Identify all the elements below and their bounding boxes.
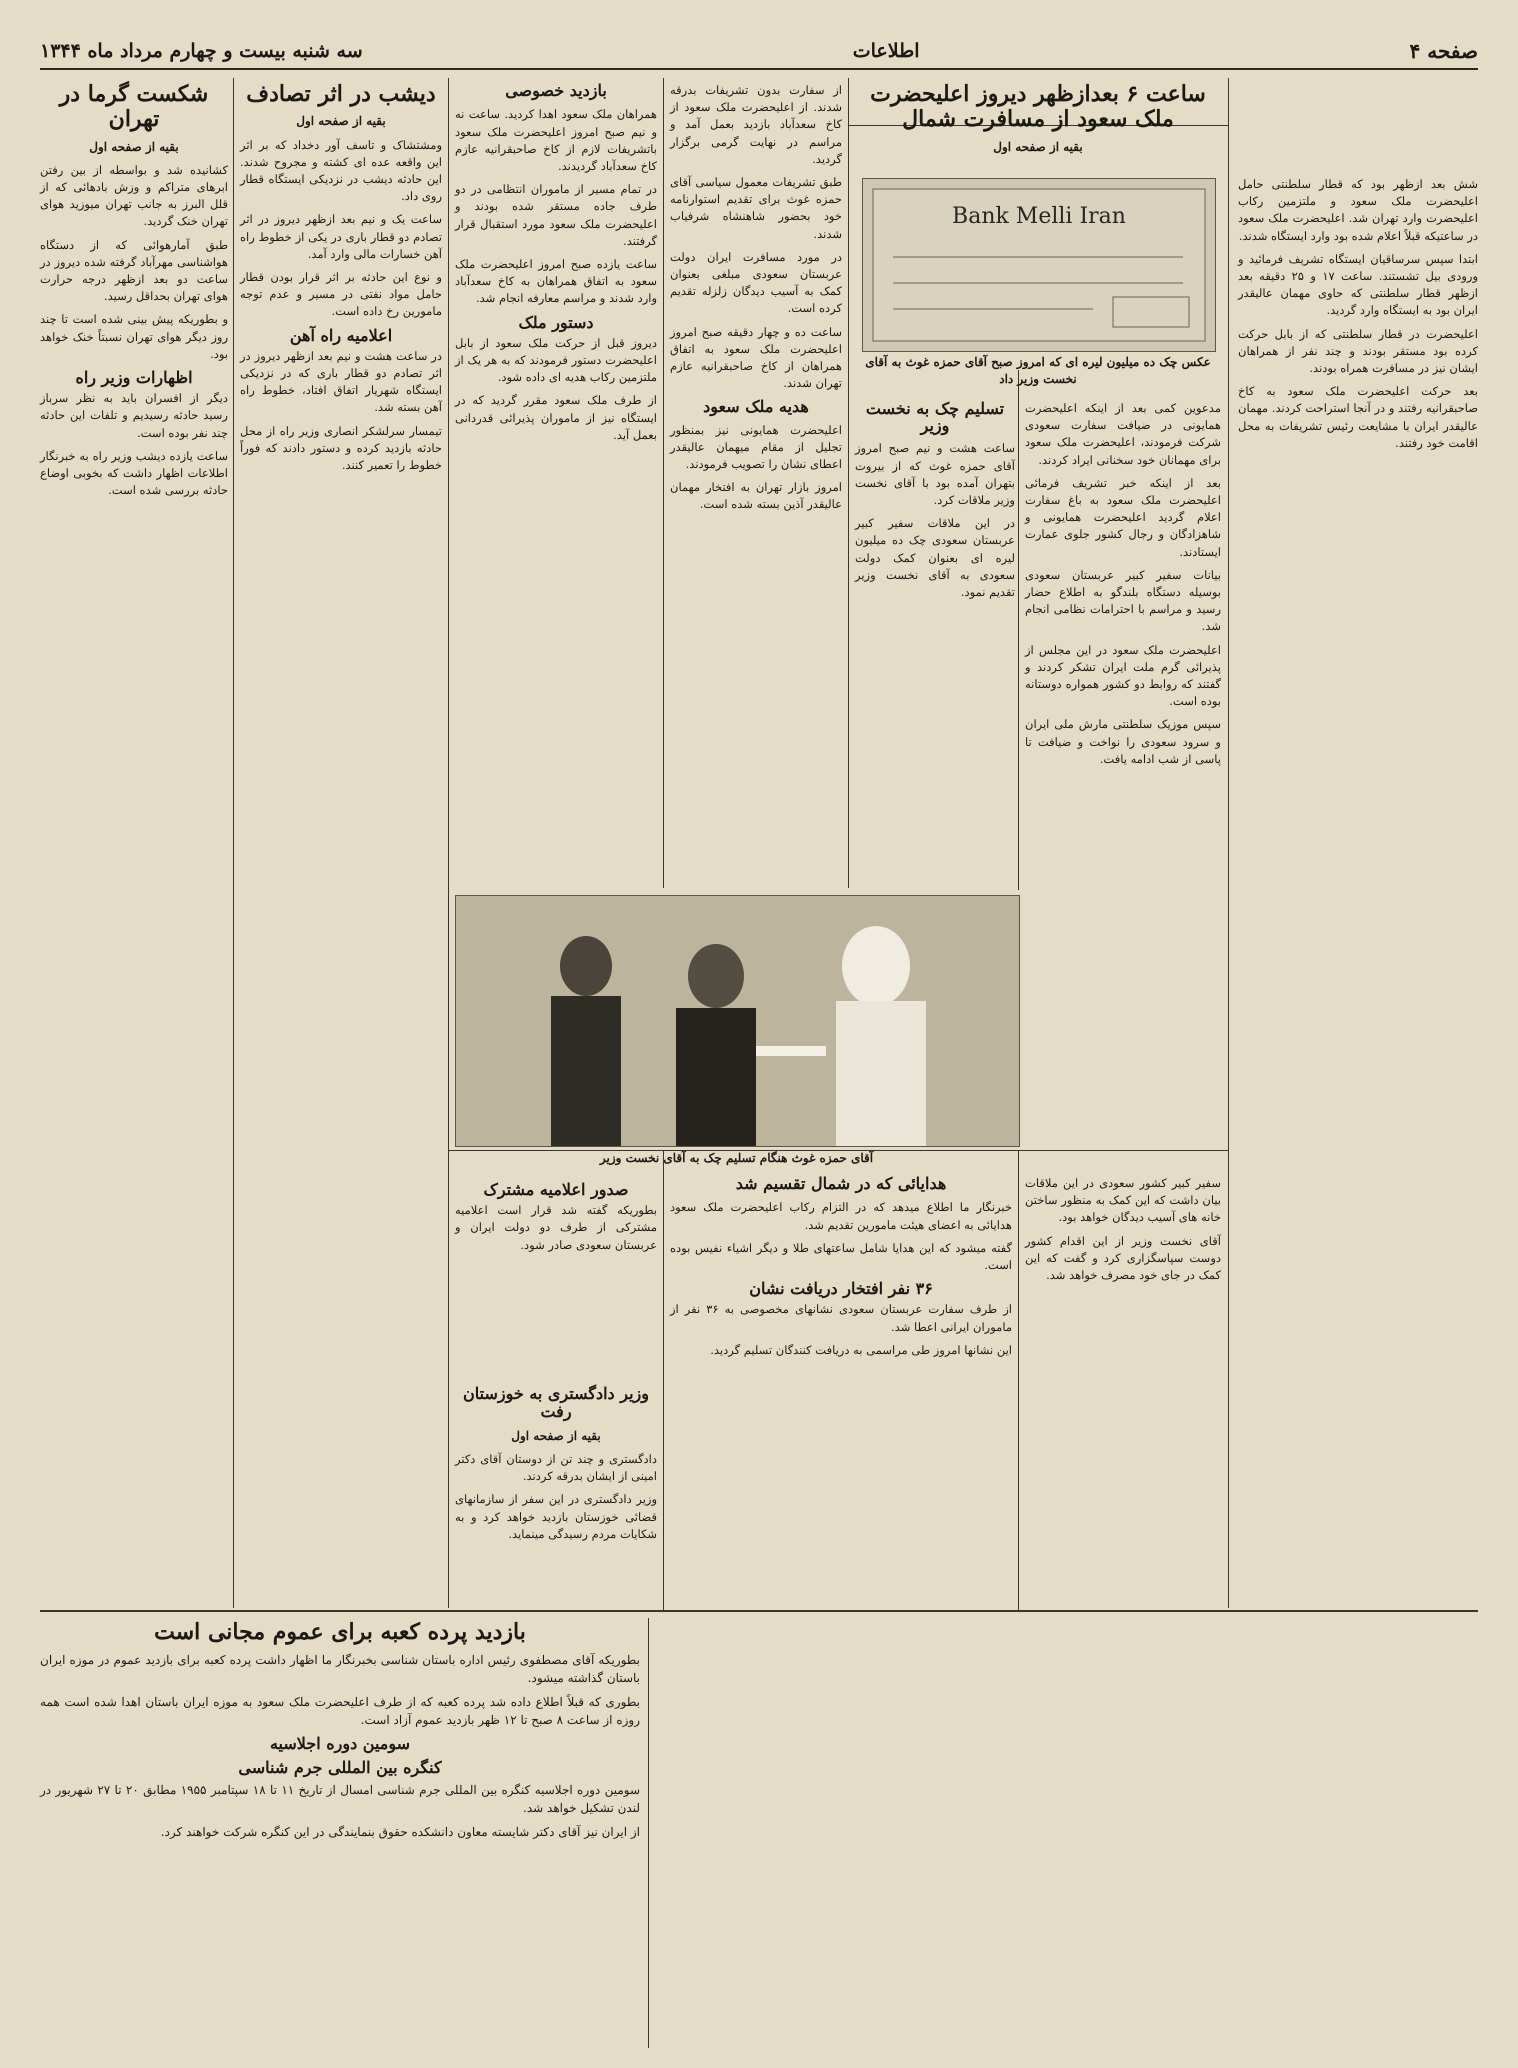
ceremony-headline: هدایائی که در شمال تقسیم شد — [735, 1174, 947, 1193]
column-b2 — [855, 400, 1015, 888]
col-d-paragraph: از طرف ملک سعود مقرر گردید که در ایستگاه نیز از ماموران پذیرائی قدردانی بعمل آید. — [455, 393, 657, 442]
col-c-paragraph: در مورد مسافرت ایران دولت عربستان سعودی مبلغی بعنوان کمک به آسیب دیدگان زلزله تقدیم کرده است. — [670, 249, 842, 316]
col-c-paragraph: طبق تشریفات معمول سیاسی آقای حمزه غوث برای تقدیم استوارنامه خود بحضور شاهنشاه شرفیاب شدند. — [670, 175, 842, 241]
col-e-paragraph: و نوع این حادثه بر اثر قرار بودن قطار حامل مواد نفتی در مسیر و عدم توجه مامورین رخ داده است. — [240, 269, 442, 319]
pm-paragraph: ساعت هشت و نیم صبح امروز آقای حمزه غوث که از بیروت بتهران آمده بود با آقای نخست وزیر ملاقات کرد. — [855, 441, 1015, 508]
column-rule — [448, 78, 449, 1608]
ceremony-paragraph: این نشانها امروز طی مراسمی به دریافت کنندگان تسلیم گردید. — [710, 1342, 1012, 1357]
col-b-paragraph: بیانات سفیر کبیر عربستان سعودی بوسیله دستگاه بلندگو به اطلاع حضار رسید و مراسم با احترامات نظامی انجام شد. — [1025, 567, 1221, 634]
column-rule — [233, 78, 234, 1608]
check-caption: عکس چک ده میلیون لیره ای که امروز صبح آقای حمزه غوث به آقای نخست وزیر داد — [865, 355, 1211, 386]
pm-article-headline: تسلیم چک به نخست وزیر — [865, 399, 1005, 436]
col-f-paragraph: کشانیده شد و بواسطه از بین رفتن ابرهای متراکم و وزش بادهائی که از قلل البرز به جانب تهران میوزید هوای تهران خنک گردید. — [40, 162, 228, 229]
col-e-continued: بقیه از صفحه اول — [296, 114, 386, 129]
col-d-paragraph: همراهان ملک سعود اهدا کردید. ساعت نه و نیم صبح امروز اعلیحضرت ملک سعود باتشریفات لازم از کاخ صاحبقرانیه عازم کاخ سعدآباد گردیدند. — [455, 107, 657, 173]
column-b — [1025, 400, 1221, 888]
col-f-paragraph: طبق آمارهوائی که از دستگاه هواشناسی مهرآباد گرفته شده دیروز در ساعت دو بعد ازظهر درجه حرارت هوای تهران بحداقل رسید. — [40, 237, 228, 304]
check-bank-name: Bank Melli Iran — [952, 204, 1126, 229]
check-image — [862, 178, 1216, 352]
main-article-body — [1238, 176, 1478, 1606]
col-b-paragraph: مدعوین کمی بعد از اینکه اعلیحضرت همایونی در ضیافت سفارت سعودی شرکت فرمودند، اعلیحضرت ملک سعود برای مهمانان خود سخنانی ایراد کردند. — [1025, 401, 1221, 467]
kaaba-paragraph: بطوری که قبلاً اطلاع داده شد پرده کعبه که از طرف اعلیحضرت ملک سعود به موزه ایران باستان اهدا شده است همه روزه از ساعت ۸ صبح تا ۱۲ ظهر بازدید عموم آزاد است. — [40, 1695, 640, 1728]
col-d-paragraph: در تمام مسیر از ماموران انتظامی در دو طرف جاده مستقر شده بودند و اعلیحضرت ملک سعود مورد استقبال قرار گرفتند. — [455, 182, 657, 248]
bottom-box-rule — [40, 1610, 1478, 1612]
column-rule — [1228, 78, 1229, 1608]
gift-paragraph: امروز بازار تهران به افتخار مهمان عالیقدر آذین بسته شده است. — [670, 480, 842, 512]
congress-headline: سومین دوره اجلاسیه — [269, 1734, 411, 1754]
ceremony-paragraph: گفته میشود که این هدایا شامل ساعتهای طلا و دیگر اشیاء نفیس بوده است. — [670, 1240, 1012, 1272]
col-e-headline: دیشب در اثر تصادف — [246, 81, 436, 107]
ceremony-column — [670, 1175, 1012, 1605]
col-d-paragraph: ساعت یازده صبح امروز اعلیحضرت ملک سعود به اتفاق همراهان به کاخ سعدآباد وارد شدند و مراسم معارفه انجام شد. — [455, 257, 657, 306]
col-f-paragraph: ساعت یازده دیشب وزیر راه به خبرنگار اطلاعات اظهار داشت که بخوبی اوضاع حادثه بررسی شده است. — [40, 448, 228, 498]
gift-paragraph: اعلیحضرت همایونی نیز بمنظور تجلیل از مقام میهمان عالیقدر اعطای نشان را تصویب فرمودند. — [670, 422, 842, 472]
column-rule — [1018, 1150, 1019, 1610]
column-f — [40, 82, 228, 1602]
column-d — [455, 82, 657, 888]
bottom-paragraph: سفیر کبیر کشور سعودی در این ملاقات بیان داشت که این کمک به منظور ساختن خانه های آسیب دیدگان خواهد بود. — [1025, 1176, 1221, 1225]
column-rule — [1018, 370, 1019, 890]
ceremony-paragraph: از طرف سفارت عربستان سعودی نشانهای مخصوصی به ۳۶ نفر از ماموران ایرانی اعطا شد. — [670, 1302, 1012, 1334]
col-f-paragraph: دیگر از افسران باید به نظر سرباز رسید حادثه رسیدیم و تلفات این حادثه چند نفر بوده است. — [40, 391, 228, 440]
column-rule — [848, 78, 849, 888]
col-b-paragraph: سپس موزیک سلطنتی مارش ملی ایران و سرود سعودی را نواخت و ضیافت تا پاسی از شب ادامه یافت. — [1025, 717, 1221, 766]
page-label: صفحه ۴ — [1409, 39, 1478, 63]
col-f-continued: بقیه از صفحه اول — [89, 139, 179, 154]
main-headline-block — [850, 81, 1226, 154]
ceremony-subhead: ۳۶ نفر افتخار دریافت نشان — [749, 1279, 933, 1299]
col-f-subhead: اظهارات وزیر راه — [75, 368, 193, 388]
column-rule — [648, 1618, 649, 2048]
main-paragraph: ابتدا سپس سرساقیان ایستگاه تشریف فرمائید و ورودی بیل تشستند. ساعت ۱۷ و ۲۵ دقیقه بعد ازظهر قطار سلطنتی که حاوی مهمان عالیقدر ایران بود به ایستگاه وارد گردید. — [1238, 251, 1478, 318]
col-c-paragraph: از سفارت بدون تشریفات بدرقه شدند. از اعلیحضرت ملک سعود از کاخ سعدآباد بازدید بعمل آمد و مراسم در نهایت گرمی برگزار گردید. — [670, 83, 842, 166]
decree-column — [455, 1175, 657, 1375]
ceremony-paragraph: خبرنگار ما اطلاع میدهد که در التزام رکاب اعلیحضرت ملک سعود هدایائی به اعضای هیئت مامورین تقدیم شد. — [670, 1200, 1012, 1232]
congress-paragraph: سومین دوره اجلاسیه کنگره بین المللی جرم شناسی امسال از تاریخ ۱۱ تا ۱۸ سپتامبر ۱۹۵۵ مطابق ۲۰ تا ۲۷ شهریور در لندن تشکیل خواهد شد. — [40, 1783, 641, 1816]
photo-caption: آقای حمزه غوث هنگام تسلیم چک به آقای نخست وزیر — [599, 1151, 874, 1165]
pm-paragraph: در این ملاقات سفیر کبیر عربستان سعودی چک ده میلیون لیره ای بعنوان کمک دولت سعودی به آقای نخست وزیر تقدیم نمود. — [855, 516, 1015, 600]
main-continued: بقیه از صفحه اول — [993, 139, 1083, 154]
column-c — [670, 82, 842, 888]
minister-paragraph: دادگستری و چند تن از دوستان آقای دکتر امینی از ایشان بدرقه کردند. — [455, 1451, 657, 1484]
issue-date: سه شنبه بیست و چهارم مرداد ماه ۱۳۴۴ — [40, 40, 363, 62]
congress-paragraph: از ایران نیز آقای دکتر شایسته معاون دانشکده حقوق بنمایندگی در این کنگره شرکت خواهند کرد. — [160, 1825, 640, 1840]
column-rule — [663, 78, 664, 888]
paper-name: اطلاعات — [852, 40, 920, 62]
minister-column — [455, 1385, 657, 1605]
col-f-headline: شکست گرما در تهران — [59, 81, 209, 133]
news-photo — [455, 895, 1020, 1147]
col-f-paragraph: و بطوریکه پیش بینی شده است تا چند روز دیگر هوای تهران نسبتاً خنک خواهد بود. — [40, 312, 228, 361]
main-paragraph: بعد حرکت اعلیحضرت ملک سعود به کاخ صاحبقرانیه رفتند و در آنجا استراحت کردند. مهمان عالیقدر ایران با مشایعت رئیس تشریفات به محل اقامت خود رفتند. — [1238, 384, 1478, 450]
col-d-subhead: دستور ملک — [518, 312, 594, 332]
column-rule — [663, 1150, 664, 1610]
minister-paragraph: وزیر دادگستری در این سفر از سازمانهای قضائی خوزستان بازدید خواهد کرد و به شکایات مردم رسیدگی مینماید. — [455, 1492, 657, 1541]
congress-subhead: کنگره بین المللی جرم شناسی — [238, 1758, 442, 1778]
bottom-paragraph: آقای نخست وزیر از این اقدام کشور دوست سپاسگزاری کرد و گفت که این کمک در جای خود مصرف خواهد شد. — [1025, 1233, 1221, 1283]
kaaba-paragraph: بطوریکه آقای مصطفوی رئیس اداره باستان شناسی بخبرنگار ما اظهار داشت پرده کعبه برای بازدید عموم در موزه ایران باستان گذاشته میشود. — [40, 1653, 640, 1686]
col-e-paragraph: ومشتشاک و تاسف آور دخداد که بر اثر این واقعه عده ای کشته و مجروح شدند. این حادثه دیشب در نزدیکی ایستگاه قطار روی داد. — [240, 137, 442, 204]
decree-headline: صدور اعلامیه مشترک — [483, 1180, 629, 1199]
kaaba-box — [40, 1620, 640, 2050]
minister-continued: بقیه از صفحه اول — [511, 1428, 601, 1443]
bottom-right-column — [1025, 1175, 1221, 1605]
col-d-paragraph: دیروز قبل از حرکت ملک سعود از بابل اعلیحضرت دستور فرمودند که به هر یک از ملتزمین رکاب هدیه ای داده شود. — [455, 335, 657, 385]
col-e-subhead: اعلامیه راه آهن — [289, 325, 393, 345]
col-e-paragraph: در ساعت هشت و نیم بعد ازظهر دیروز در اثر تصادم دو قطار باری که در نزدیکی ایستگاه شهریار اتفاق افتاد، خطوط راه آهن بسته شد. — [240, 348, 442, 415]
decree-paragraph: بطوریکه گفته شد قرار است اعلامیه مشترکی از طرف دو دولت ایران و عربستان سعودی صادر شود. — [455, 1203, 657, 1252]
main-headline: ساعت ۶ بعدازظهر دیروز اعلیحضرت ملک سعود از مسافرت شمال — [870, 81, 1206, 133]
col-e-paragraph: ساعت یک و نیم بعد ازظهر دیروز در اثر تصادم دو قطار باری در یکی از خطوط راه آهن خسارات مالی وارد آمد. — [240, 212, 442, 261]
col-b-paragraph: اعلیحضرت ملک سعود در این مجلس از پذیرائی گرم ملت ایران تشکر کردند و گفتند که روابط دو کشور همواره دوستانه بوده است. — [1025, 642, 1221, 709]
gift-headline: هدیه ملک سعود — [703, 397, 809, 417]
minister-headline: وزیر دادگستری به خوزستان رفت — [463, 1384, 649, 1422]
main-paragraph: اعلیحضرت در قطار سلطنتی که از بابل حرکت کرده بود مستقر بودند و چند نفر از همراهان ایشان نیز در مسافرت همراه بودند. — [1238, 326, 1478, 376]
kaaba-headline: بازدید پرده کعبه برای عموم مجانی است — [154, 1619, 526, 1645]
main-paragraph: شش بعد ازظهر بود که قطار سلطنتی حامل اعلیحضرت ملک سعود و ملتزمین رکاب اعلیحضرت وارد تهران شد. اعلیحضرت ملک سعود در ساعتیکه قبلاً اعلام شده بود وارد ایستگاه شدند. — [1238, 177, 1478, 243]
column-e — [240, 82, 442, 1602]
col-e-paragraph: تیمسار سرلشکر انصاری وزیر راه از محل حادثه بازدید کرده و دستور دادند که فوراً خطوط را تعمیر کنند. — [240, 423, 442, 472]
col-b-paragraph: بعد از اینکه خبر تشریف فرمائی اعلیحضرت ملک سعود به باغ سفارت اعلام گردید اعلیحضرت همایونی و شاهزادگان و رجال کشور جلوی عمارت ایستادند. — [1025, 475, 1221, 559]
masthead — [40, 34, 1478, 70]
col-c-paragraph: ساعت ده و چهار دقیقه صبح امروز اعلیحضرت ملک سعود به اتفاق همراهان از کاخ صاحبقرانیه عازم تهران شدند. — [670, 324, 842, 391]
col-d-headline: بازدید خصوصی — [505, 81, 607, 100]
